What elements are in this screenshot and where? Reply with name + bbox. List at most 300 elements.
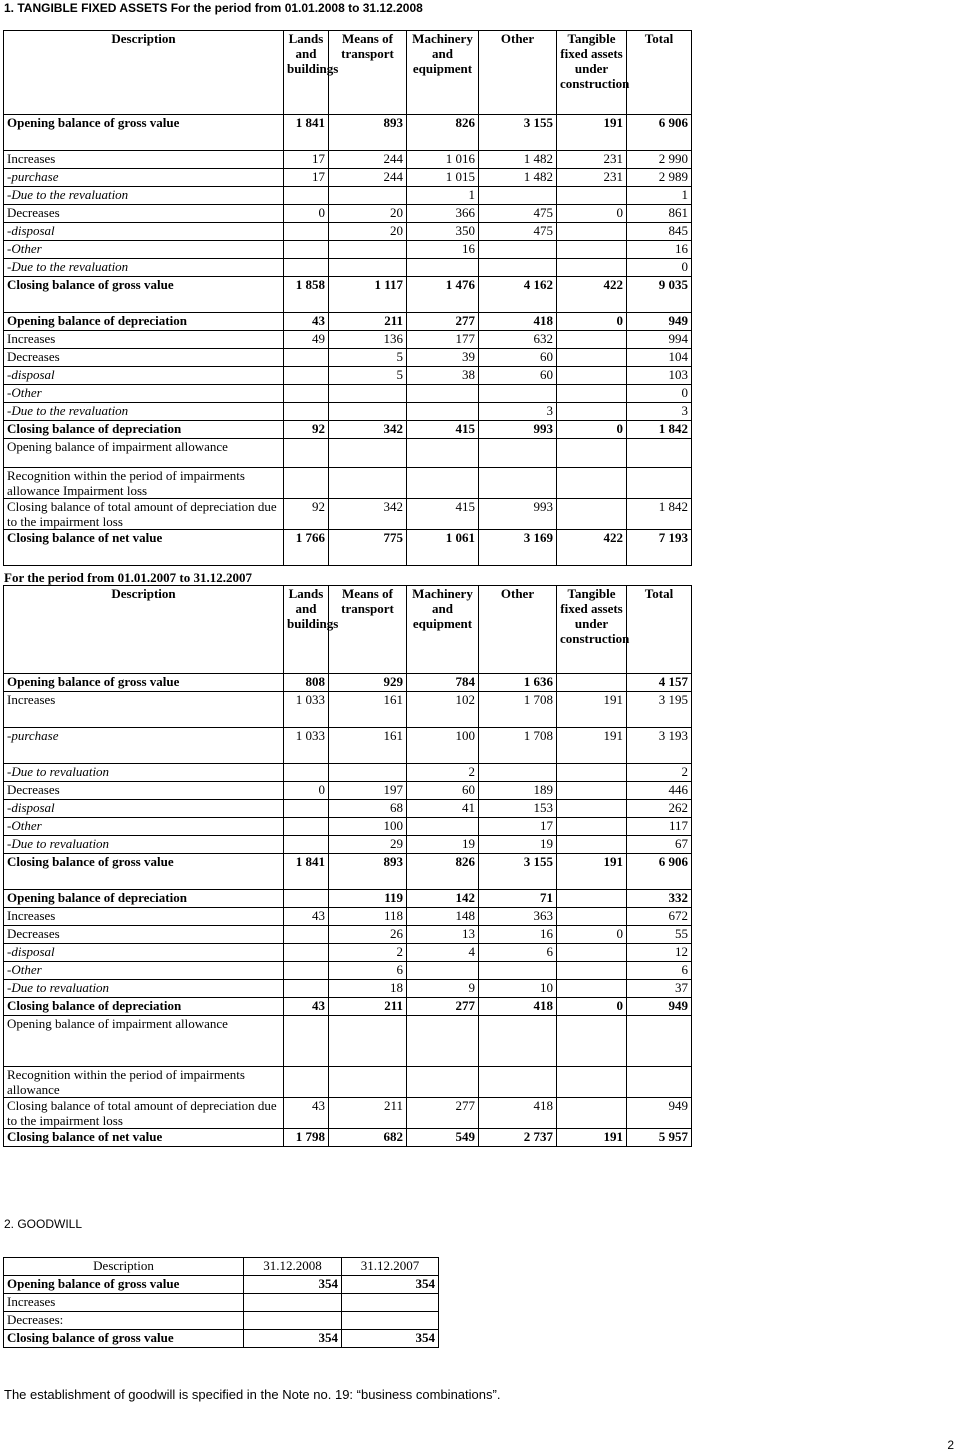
cell-value — [284, 962, 329, 980]
table-row — [4, 115, 692, 151]
cell-value — [284, 403, 329, 421]
cell-value: 231 — [557, 151, 627, 169]
cell-value: 197 — [329, 782, 407, 800]
cell-value — [627, 1067, 692, 1098]
cell-value: 43 — [284, 908, 329, 926]
cell-value — [557, 908, 627, 926]
cell-value: 277 — [407, 998, 479, 1016]
tangible-assets-2007-table — [3, 585, 692, 1147]
cell-value: 3 195 — [627, 692, 692, 728]
table-row — [4, 944, 692, 962]
cell-value: 893 — [329, 115, 407, 151]
table-row — [4, 421, 692, 439]
table-row — [4, 349, 692, 367]
col-header-description: Description — [4, 31, 284, 115]
cell-value: 6 906 — [627, 115, 692, 151]
cell-value — [284, 836, 329, 854]
cell-value — [407, 385, 479, 403]
cell-value: 949 — [627, 1098, 692, 1129]
cell-value — [479, 259, 557, 277]
cell-value — [329, 385, 407, 403]
cell-value: 861 — [627, 205, 692, 223]
cell-value: 632 — [479, 331, 557, 349]
cell-value: 1 841 — [284, 115, 329, 151]
table-row — [4, 962, 692, 980]
cell-value: 117 — [627, 818, 692, 836]
cell-value: 354 — [244, 1330, 342, 1348]
cell-value: 1 482 — [479, 169, 557, 187]
cell-value: 672 — [627, 908, 692, 926]
col-header-other: Other — [479, 31, 557, 115]
cell-value: 2 — [329, 944, 407, 962]
row-label: -Other — [4, 818, 284, 836]
cell-value — [479, 764, 557, 782]
cell-value — [557, 764, 627, 782]
cell-value — [407, 259, 479, 277]
table-row — [4, 890, 692, 908]
cell-value — [407, 1067, 479, 1098]
table-row — [4, 468, 692, 499]
cell-value — [479, 1067, 557, 1098]
cell-value: 993 — [479, 499, 557, 530]
row-label: -Due to revaluation — [4, 764, 284, 782]
cell-value: 100 — [329, 818, 407, 836]
table-row — [4, 1276, 439, 1294]
cell-value: 191 — [557, 854, 627, 890]
cell-value: 5 — [329, 349, 407, 367]
cell-value: 20 — [329, 205, 407, 223]
cell-value — [407, 468, 479, 499]
cell-value: 0 — [284, 205, 329, 223]
page-number: 2 — [947, 1438, 954, 1452]
cell-value — [284, 385, 329, 403]
cell-value: 775 — [329, 530, 407, 566]
cell-value: 3 155 — [479, 854, 557, 890]
cell-value: 808 — [284, 674, 329, 692]
cell-value: 354 — [342, 1276, 439, 1294]
cell-value: 161 — [329, 728, 407, 764]
cell-value: 0 — [557, 313, 627, 331]
row-label: Opening balance of depreciation — [4, 890, 284, 908]
cell-value — [479, 385, 557, 403]
cell-value: 17 — [479, 818, 557, 836]
cell-value: 2 — [407, 764, 479, 782]
row-label: Increases — [4, 908, 284, 926]
cell-value: 211 — [329, 998, 407, 1016]
cell-value: 350 — [407, 223, 479, 241]
cell-value: 55 — [627, 926, 692, 944]
cell-value: 16 — [407, 241, 479, 259]
row-label: Decreases — [4, 349, 284, 367]
cell-value — [329, 764, 407, 782]
cell-value: 826 — [407, 115, 479, 151]
table-row — [4, 1098, 692, 1129]
table-row — [4, 313, 692, 331]
cell-value: 475 — [479, 223, 557, 241]
cell-value — [342, 1294, 439, 1312]
cell-value: 71 — [479, 890, 557, 908]
cell-value: 191 — [557, 1129, 627, 1147]
cell-value: 191 — [557, 728, 627, 764]
table-row — [4, 674, 692, 692]
cell-value: 342 — [329, 421, 407, 439]
row-label: Increases — [4, 151, 284, 169]
cell-value: 16 — [627, 241, 692, 259]
cell-value: 3 155 — [479, 115, 557, 151]
cell-value — [557, 385, 627, 403]
row-label: Recognition within the period of impairments allowance Impairment loss — [4, 468, 284, 499]
cell-value — [284, 1016, 329, 1067]
cell-value — [284, 439, 329, 468]
cell-value — [284, 223, 329, 241]
cell-value: 17 — [284, 169, 329, 187]
cell-value — [284, 259, 329, 277]
cell-value — [284, 241, 329, 259]
cell-value: 148 — [407, 908, 479, 926]
table-row — [4, 403, 692, 421]
row-label: -disposal — [4, 944, 284, 962]
row-label: Decreases — [4, 782, 284, 800]
cell-value: 2 737 — [479, 1129, 557, 1147]
row-label: Closing balance of depreciation — [4, 998, 284, 1016]
cell-value — [557, 1098, 627, 1129]
table-row — [4, 277, 692, 313]
cell-value: 9 — [407, 980, 479, 998]
cell-value: 784 — [407, 674, 479, 692]
row-label: Increases — [4, 331, 284, 349]
table-row — [4, 1016, 692, 1067]
cell-value: 929 — [329, 674, 407, 692]
cell-value: 3 193 — [627, 728, 692, 764]
cell-value — [557, 468, 627, 499]
cell-value: 418 — [479, 1098, 557, 1129]
cell-value: 366 — [407, 205, 479, 223]
cell-value — [557, 836, 627, 854]
cell-value — [284, 980, 329, 998]
cell-value: 1 842 — [627, 499, 692, 530]
cell-value: 845 — [627, 223, 692, 241]
cell-value — [284, 764, 329, 782]
row-label: Decreases — [4, 205, 284, 223]
cell-value — [284, 187, 329, 205]
cell-value: 191 — [557, 692, 627, 728]
cell-value: 0 — [627, 259, 692, 277]
cell-value — [557, 499, 627, 530]
cell-value — [479, 241, 557, 259]
cell-value: 211 — [329, 1098, 407, 1129]
row-label: Closing balance of depreciation — [4, 421, 284, 439]
cell-value — [557, 259, 627, 277]
col-header-construction: Tangible fixed assets under construction — [557, 586, 627, 674]
col-header-machinery: Machinery and equipment — [407, 31, 479, 115]
cell-value: 67 — [627, 836, 692, 854]
cell-value: 103 — [627, 367, 692, 385]
cell-value: 153 — [479, 800, 557, 818]
table-row — [4, 331, 692, 349]
cell-value: 39 — [407, 349, 479, 367]
table-row — [4, 764, 692, 782]
table-row — [4, 169, 692, 187]
col-header-total: Total — [627, 31, 692, 115]
cell-value: 1 — [627, 187, 692, 205]
row-label: -Due to revaluation — [4, 980, 284, 998]
cell-value: 1 766 — [284, 530, 329, 566]
cell-value — [479, 468, 557, 499]
row-label: -purchase — [4, 728, 284, 764]
cell-value: 60 — [479, 349, 557, 367]
cell-value: 29 — [329, 836, 407, 854]
cell-value — [557, 439, 627, 468]
table-row — [4, 223, 692, 241]
row-label: -Other — [4, 962, 284, 980]
cell-value: 177 — [407, 331, 479, 349]
cell-value — [329, 403, 407, 421]
cell-value — [557, 1067, 627, 1098]
cell-value: 142 — [407, 890, 479, 908]
cell-value — [479, 962, 557, 980]
cell-value — [244, 1294, 342, 1312]
col-header-transport: Means of transport — [329, 586, 407, 674]
cell-value — [479, 439, 557, 468]
cell-value: 1 033 — [284, 692, 329, 728]
cell-value: 949 — [627, 998, 692, 1016]
cell-value: 104 — [627, 349, 692, 367]
goodwill-table — [3, 1257, 439, 1348]
cell-value: 191 — [557, 115, 627, 151]
cell-value: 549 — [407, 1129, 479, 1147]
cell-value: 422 — [557, 277, 627, 313]
cell-value: 5 957 — [627, 1129, 692, 1147]
cell-value: 18 — [329, 980, 407, 998]
cell-value: 0 — [557, 926, 627, 944]
row-label: Opening balance of impairment allowance — [4, 1016, 284, 1067]
cell-value — [407, 818, 479, 836]
row-label: Closing balance of gross value — [4, 854, 284, 890]
col-header-construction: Tangible fixed assets under construction — [557, 31, 627, 115]
row-label: Closing balance of net value — [4, 530, 284, 566]
cell-value: 1 482 — [479, 151, 557, 169]
cell-value: 19 — [479, 836, 557, 854]
cell-value — [407, 439, 479, 468]
table-row — [4, 818, 692, 836]
cell-value — [284, 349, 329, 367]
cell-value — [284, 818, 329, 836]
table-row — [4, 1129, 692, 1147]
row-label: Increases — [4, 1294, 244, 1312]
table-row — [4, 800, 692, 818]
table-row — [4, 1312, 439, 1330]
cell-value — [557, 944, 627, 962]
cell-value: 10 — [479, 980, 557, 998]
cell-value: 2 990 — [627, 151, 692, 169]
section-subtitle-2007: For the period from 01.01.2007 to 31.12.2007 — [4, 570, 252, 585]
tangible-assets-2008-table — [3, 30, 692, 566]
cell-value: 277 — [407, 1098, 479, 1129]
cell-value: 1 117 — [329, 277, 407, 313]
row-label: Opening balance of gross value — [4, 674, 284, 692]
table-row — [4, 385, 692, 403]
section-title-goodwill: 2. GOODWILL — [4, 1217, 83, 1231]
cell-value: 826 — [407, 854, 479, 890]
cell-value: 92 — [284, 421, 329, 439]
col-header-other: Other — [479, 586, 557, 674]
cell-value — [557, 349, 627, 367]
cell-value: 6 — [627, 962, 692, 980]
row-label: Closing balance of gross value — [4, 277, 284, 313]
cell-value: 17 — [284, 151, 329, 169]
cell-value: 3 — [627, 403, 692, 421]
cell-value: 422 — [557, 530, 627, 566]
cell-value — [557, 890, 627, 908]
cell-value: 277 — [407, 313, 479, 331]
cell-value: 994 — [627, 331, 692, 349]
cell-value: 38 — [407, 367, 479, 385]
cell-value: 2 989 — [627, 169, 692, 187]
row-label: Closing balance of total amount of depreciation due to the impairment loss — [4, 499, 284, 530]
cell-value: 993 — [479, 421, 557, 439]
cell-value: 1 033 — [284, 728, 329, 764]
cell-value — [557, 800, 627, 818]
cell-value: 60 — [479, 367, 557, 385]
cell-value — [329, 187, 407, 205]
cell-value: 60 — [407, 782, 479, 800]
cell-value: 949 — [627, 313, 692, 331]
table-row — [4, 187, 692, 205]
cell-value — [407, 1016, 479, 1067]
col-header-lands: Lands and buildings — [284, 586, 329, 674]
row-label: Closing balance of total amount of depreciation due to the impairment loss — [4, 1098, 284, 1129]
cell-value — [557, 962, 627, 980]
cell-value — [284, 800, 329, 818]
cell-value: 354 — [342, 1330, 439, 1348]
cell-value: 6 — [479, 944, 557, 962]
cell-value: 0 — [284, 782, 329, 800]
table-row — [4, 692, 692, 728]
table-row — [4, 439, 692, 468]
cell-value: 1 708 — [479, 728, 557, 764]
cell-value: 1 061 — [407, 530, 479, 566]
cell-value: 68 — [329, 800, 407, 818]
cell-value — [284, 944, 329, 962]
cell-value — [284, 1067, 329, 1098]
col-header-transport: Means of transport — [329, 31, 407, 115]
cell-value: 6 — [329, 962, 407, 980]
cell-value: 26 — [329, 926, 407, 944]
table-row — [4, 1067, 692, 1098]
cell-value — [627, 468, 692, 499]
cell-value: 244 — [329, 151, 407, 169]
cell-value: 37 — [627, 980, 692, 998]
row-label: -Due to the revaluation — [4, 259, 284, 277]
cell-value: 161 — [329, 692, 407, 728]
cell-value: 4 162 — [479, 277, 557, 313]
col-header-machinery: Machinery and equipment — [407, 586, 479, 674]
cell-value — [557, 1016, 627, 1067]
cell-value: 354 — [244, 1276, 342, 1294]
cell-value — [329, 1067, 407, 1098]
cell-value — [284, 926, 329, 944]
cell-value — [557, 403, 627, 421]
cell-value: 446 — [627, 782, 692, 800]
cell-value — [557, 980, 627, 998]
cell-value — [627, 1016, 692, 1067]
col-header-2007: 31.12.2007 — [342, 1258, 439, 1276]
cell-value: 475 — [479, 205, 557, 223]
cell-value: 3 — [479, 403, 557, 421]
col-header-description: Description — [4, 586, 284, 674]
cell-value — [407, 962, 479, 980]
cell-value: 1 015 — [407, 169, 479, 187]
cell-value: 262 — [627, 800, 692, 818]
cell-value — [557, 782, 627, 800]
cell-value: 43 — [284, 998, 329, 1016]
table-row — [4, 854, 692, 890]
table-row — [4, 205, 692, 223]
table-row — [4, 836, 692, 854]
cell-value: 418 — [479, 313, 557, 331]
cell-value: 342 — [329, 499, 407, 530]
cell-value: 1 842 — [627, 421, 692, 439]
cell-value: 1 708 — [479, 692, 557, 728]
table-row — [4, 259, 692, 277]
cell-value — [557, 223, 627, 241]
row-label: -Due to the revaluation — [4, 187, 284, 205]
cell-value: 12 — [627, 944, 692, 962]
row-label: Opening balance of depreciation — [4, 313, 284, 331]
cell-value: 1 858 — [284, 277, 329, 313]
table-row — [4, 1294, 439, 1312]
cell-value: 1 016 — [407, 151, 479, 169]
table-row — [4, 728, 692, 764]
cell-value — [557, 241, 627, 259]
row-label: -disposal — [4, 223, 284, 241]
cell-value — [557, 818, 627, 836]
cell-value: 332 — [627, 890, 692, 908]
cell-value — [329, 259, 407, 277]
cell-value: 418 — [479, 998, 557, 1016]
cell-value: 49 — [284, 331, 329, 349]
cell-value: 2 — [627, 764, 692, 782]
row-label: -Due to the revaluation — [4, 403, 284, 421]
cell-value — [329, 439, 407, 468]
cell-value: 6 906 — [627, 854, 692, 890]
cell-value: 119 — [329, 890, 407, 908]
row-label: -Due to revaluation — [4, 836, 284, 854]
table-row — [4, 782, 692, 800]
row-label: Opening balance of gross value — [4, 115, 284, 151]
cell-value: 0 — [557, 421, 627, 439]
row-label: -Other — [4, 385, 284, 403]
row-label: -Other — [4, 241, 284, 259]
cell-value: 118 — [329, 908, 407, 926]
col-header-total: Total — [627, 586, 692, 674]
cell-value — [342, 1312, 439, 1330]
row-label: Decreases — [4, 926, 284, 944]
cell-value — [329, 241, 407, 259]
row-label: Decreases: — [4, 1312, 244, 1330]
cell-value: 893 — [329, 854, 407, 890]
cell-value — [557, 187, 627, 205]
table-row — [4, 499, 692, 530]
row-label: Closing balance of gross value — [4, 1330, 244, 1348]
row-label: Opening balance of impairment allowance — [4, 439, 284, 468]
cell-value: 1 841 — [284, 854, 329, 890]
table-row — [4, 980, 692, 998]
goodwill-note: The establishment of goodwill is specified in the Note no. 19: “business combinations”. — [4, 1387, 501, 1402]
cell-value — [284, 890, 329, 908]
cell-value — [479, 187, 557, 205]
cell-value: 363 — [479, 908, 557, 926]
